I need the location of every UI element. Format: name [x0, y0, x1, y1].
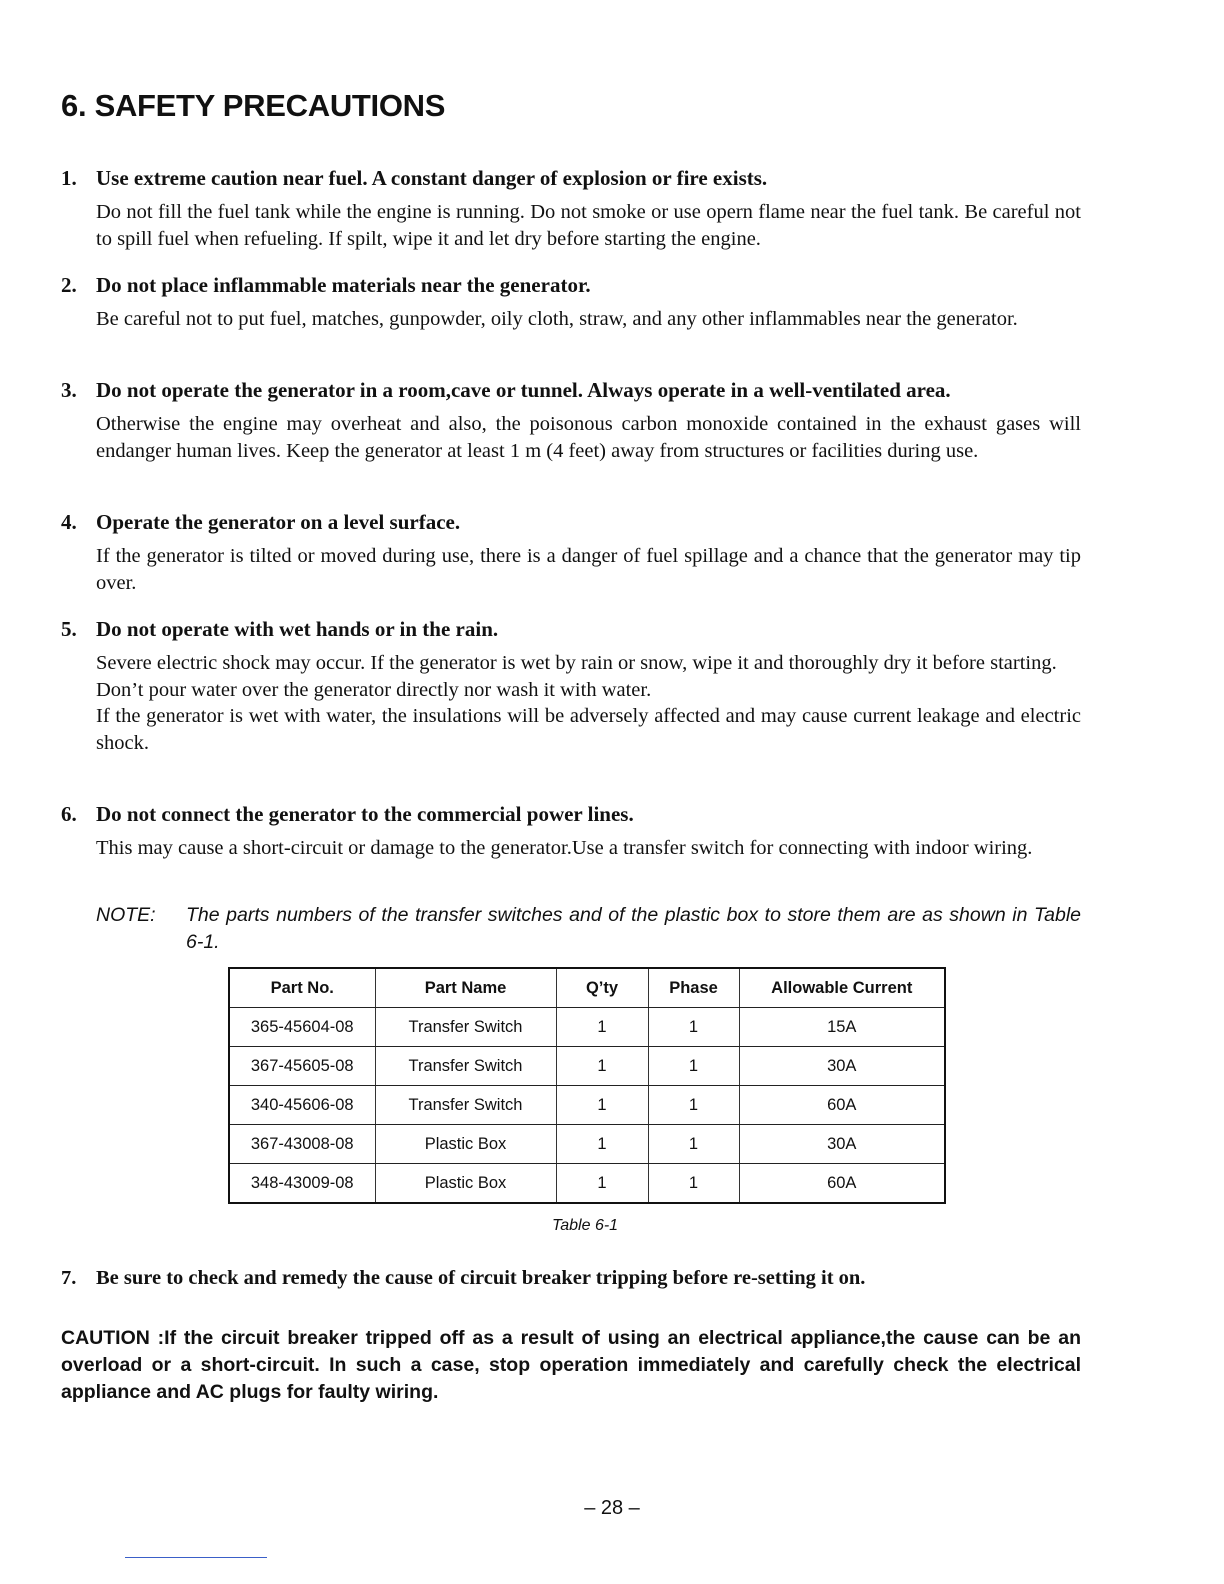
- cell-allowable-current: 60A: [739, 1164, 945, 1204]
- cell-qty: 1: [556, 1008, 648, 1047]
- body-paragraph: Don’t pour water over the generator directly nor wash it with water.: [96, 678, 652, 701]
- cell-part-no: 348-43009-08: [229, 1164, 375, 1204]
- precaution-heading: [61, 272, 1081, 298]
- cell-phase: 1: [648, 1125, 739, 1164]
- precaution-item-4: [61, 509, 1081, 596]
- cell-part-no: 367-45605-08: [229, 1047, 375, 1086]
- cell-part-no: 340-45606-08: [229, 1086, 375, 1125]
- body-paragraph: Severe electric shock may occur. If the generator is wet by rain or snow, wipe it and thoroughly dry it before starting.: [96, 652, 1057, 674]
- caution-notice: CAUTION :If the circuit breaker tripped off as a result of using an electrical appliance,the cause can be an overload or a short-circuit. In such a case, stop operation immediately and carefully check the electrical appliance and AC plugs for faulty wiring.: [61, 1327, 1081, 1403]
- body-paragraph: If the generator is wet with water, the insulations will be adversely affected and may cause current leakage and electric shock.: [96, 705, 1081, 754]
- item-number: 4.: [61, 510, 77, 534]
- cell-phase: 1: [648, 1008, 739, 1047]
- table-row: [229, 1047, 945, 1086]
- cell-phase: 1: [648, 1164, 739, 1204]
- cell-part-name: Plastic Box: [375, 1125, 556, 1164]
- cell-phase: 1: [648, 1086, 739, 1125]
- precaution-item-1: [61, 165, 1081, 252]
- precaution-heading: [61, 616, 1081, 642]
- cell-qty: 1: [556, 1164, 648, 1204]
- page-title: 6. SAFETY PRECAUTIONS: [61, 88, 446, 123]
- item-heading-text: Do not place inflammable materials near the generator.: [96, 273, 591, 297]
- item-heading-text: Do not operate with wet hands or in the rain.: [96, 617, 499, 641]
- precaution-body: [96, 543, 1081, 596]
- header-part-no: Part No.: [229, 968, 375, 1008]
- cell-allowable-current: 60A: [739, 1086, 945, 1125]
- table-caption: Table 6-1: [551, 1217, 619, 1234]
- header-allowable-current: Allowable Current: [739, 968, 945, 1008]
- item-number: 6.: [61, 802, 77, 826]
- item-number: 5.: [61, 617, 77, 641]
- page-number: – 28 –: [584, 1497, 640, 1519]
- cell-part-name: Transfer Switch: [375, 1086, 556, 1125]
- cell-qty: 1: [556, 1125, 648, 1164]
- cell-part-name: Transfer Switch: [375, 1008, 556, 1047]
- cell-phase: 1: [648, 1047, 739, 1086]
- body-paragraph: Otherwise the engine may overheat and also, the poisonous carbon monoxide contained in the exhaust gases will endanger human lives. Keep the generator at least 1 m (4 feet) away from structures or facilities during use.: [96, 413, 1081, 462]
- cell-part-name: Plastic Box: [375, 1164, 556, 1204]
- note-label: NOTE:: [96, 904, 156, 926]
- precaution-body: [96, 306, 1081, 333]
- item-number: 2.: [61, 273, 77, 297]
- precaution-item-7: [61, 1265, 1081, 1291]
- precaution-heading: [61, 377, 1081, 403]
- cell-allowable-current: 30A: [739, 1125, 945, 1164]
- precaution-heading: [61, 1265, 1081, 1291]
- precaution-heading: [61, 165, 1081, 191]
- body-paragraph: If the generator is tilted or moved during use, there is a danger of fuel spillage and a chance that the generator may tip over.: [96, 545, 1081, 594]
- item-heading-text: Operate the generator on a level surface.: [96, 510, 461, 534]
- cell-part-name: Transfer Switch: [375, 1047, 556, 1086]
- precaution-item-3: [61, 377, 1081, 464]
- item-heading-text: Be sure to check and remedy the cause of circuit breaker tripping before re-setting it on.: [96, 1267, 866, 1289]
- precaution-item-6: [61, 801, 1081, 862]
- parts-table: [228, 967, 946, 1204]
- item-heading-text: Do not connect the generator to the commercial power lines.: [96, 802, 634, 826]
- precaution-body: [96, 650, 1081, 756]
- table-header-row: [229, 968, 945, 1008]
- footer-rule: [125, 1557, 267, 1558]
- precaution-body: [96, 411, 1081, 464]
- table-row: [229, 1086, 945, 1125]
- cell-qty: 1: [556, 1086, 648, 1125]
- header-qty: Q’ty: [556, 968, 648, 1008]
- body-paragraph: Be careful not to put fuel, matches, gunpowder, oily cloth, straw, and any other inflammables near the generator.: [96, 308, 1018, 330]
- table-row: [229, 1164, 945, 1204]
- cell-allowable-current: 30A: [739, 1047, 945, 1086]
- cell-part-no: 367-43008-08: [229, 1125, 375, 1164]
- header-part-name: Part Name: [375, 968, 556, 1008]
- item-number: 3.: [61, 378, 77, 402]
- precaution-heading: [61, 509, 1081, 535]
- table-row: [229, 1008, 945, 1047]
- item-heading-text: Do not operate the generator in a room,cave or tunnel. Always operate in a well-ventilated area.: [96, 378, 951, 402]
- item-number: 7.: [61, 1267, 77, 1289]
- cell-qty: 1: [556, 1047, 648, 1086]
- item-number: 1.: [61, 166, 77, 190]
- table-row: [229, 1125, 945, 1164]
- precaution-body: [96, 835, 1081, 862]
- precaution-heading: [61, 801, 1081, 827]
- note: [96, 902, 1081, 955]
- note-text: The parts numbers of the transfer switches and of the plastic box to store them are as shown in Table 6-1.: [186, 904, 1081, 953]
- cell-allowable-current: 15A: [739, 1008, 945, 1047]
- cell-part-no: 365-45604-08: [229, 1008, 375, 1047]
- header-phase: Phase: [648, 968, 739, 1008]
- body-paragraph: This may cause a short-circuit or damage to the generator.Use a transfer switch for connecting with indoor wiring.: [96, 837, 1033, 859]
- precaution-item-2: [61, 272, 1081, 333]
- body-paragraph: Do not fill the fuel tank while the engine is running. Do not smoke or use opern flame near the fuel tank. Be careful not to spill fuel when refueling. If spilt, wipe it and let dry before starting the engine.: [96, 201, 1081, 250]
- precaution-body: [96, 199, 1081, 252]
- item-heading-text: Use extreme caution near fuel. A constant danger of explosion or fire exists.: [96, 166, 768, 190]
- precaution-item-5: [61, 616, 1081, 756]
